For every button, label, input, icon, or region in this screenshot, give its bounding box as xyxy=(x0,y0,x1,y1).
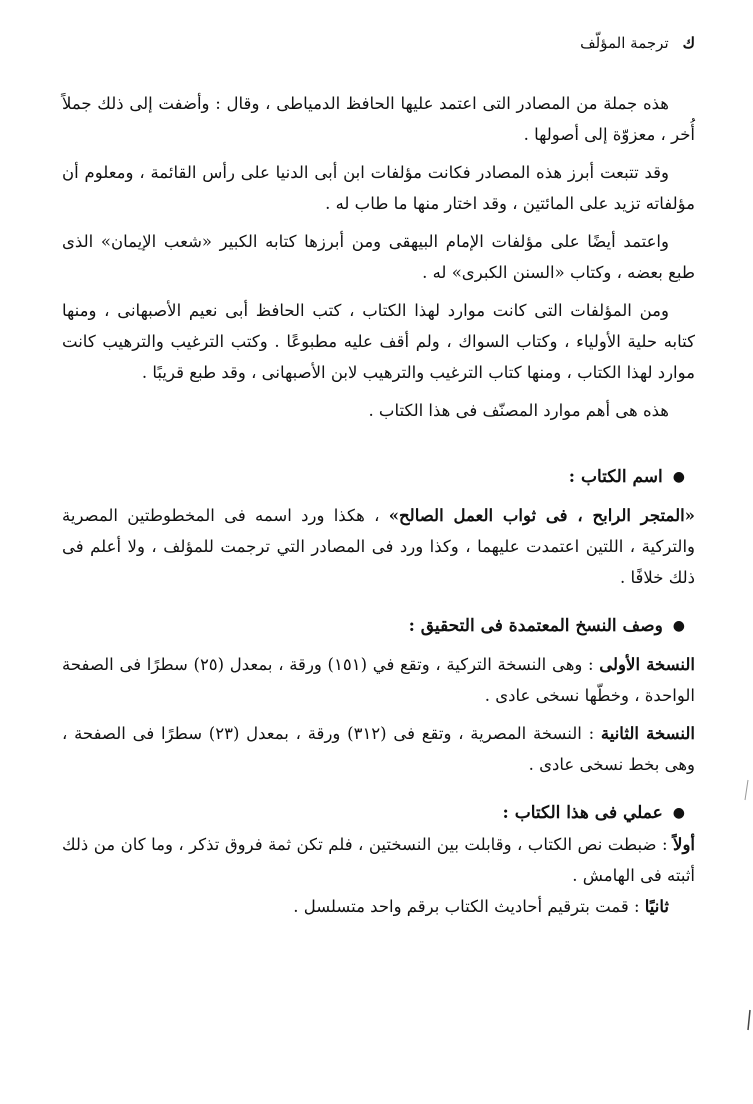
manuscript-text: : النسخة المصرية ، وتقع فى (٣١٢) ورقة ، بمعدل (٢٣) سطرًا فى الصفحة ، وهى بخط نسخى عادى . xyxy=(62,724,695,774)
section-heading-my-work xyxy=(62,798,695,829)
page-body xyxy=(62,88,695,922)
paragraph-first-manuscript xyxy=(62,649,695,711)
manuscript-label: النسخة الأولى xyxy=(599,655,696,674)
work-text: : قمت بترقيم أحاديث الكتاب برقم واحد متسلسل . xyxy=(293,897,645,916)
section-title: عملي فى هذا الكتاب : xyxy=(502,803,663,823)
paragraph-bayhaqi: واعتمد أيضًا على مؤلفات الإمام البيهقى ومن أبرزها كتابه الكبير «شعب الإيمان» الذى طبع بعضه ، وكتاب «السنن الكبرى» له . xyxy=(62,232,695,282)
section-heading-manuscripts xyxy=(62,611,695,642)
paragraph-second-manuscript xyxy=(62,718,695,780)
work-text: : ضبطت نص الكتاب ، وقابلت بين النسختين ، فلم تكن ثمة فروق تذكر ، وما كان من ذلك أثبته فى الهامش . xyxy=(62,835,695,885)
section-heading-book-name xyxy=(62,462,695,493)
section-title: اسم الكتاب : xyxy=(568,467,663,487)
section-title: وصف النسخ المعتمدة فى التحقيق : xyxy=(408,616,663,636)
manuscript-label: النسخة الثانية xyxy=(600,724,695,743)
work-label: ثانيًا xyxy=(644,897,669,916)
manuscript-text: : وهى النسخة التركية ، وتقع في (١٥١) ورقة ، بمعدل (٢٥) سطرًا فى الصفحة الواحدة ، وخطّها نسخى عادى . xyxy=(62,655,695,705)
book-name-text: ، هكذا ورد اسمه فى المخطوطتين المصرية والتركية ، اللتين اعتمدت عليهما ، وكذا ورد فى المصادر التي ترجمت للمؤلف ، ولا أعلم فى ذلك خلافًا . xyxy=(62,506,695,587)
paragraph-sources-intro: هذه جملة من المصادر التى اعتمد عليها الحافظ الدمياطى ، وقال : وأضفت إلى ذلك جملاً أُخر ، معزوّة إلى أصولها . xyxy=(62,94,695,144)
bullet-icon: ● xyxy=(672,469,685,485)
bullet-icon: ● xyxy=(672,805,685,821)
book-title: «المتجر الرابح ، فى ثواب العمل الصالح» xyxy=(388,506,695,525)
paragraph-ibn-abi-dunya: وقد تتبعت أبرز هذه المصادر فكانت مؤلفات ابن أبى الدنيا على رأس القائمة ، ومعلوم أن مؤلفاته تزيد على المائتين ، وقد اختار منها ما طاب له . xyxy=(62,163,695,213)
paragraph-book-name xyxy=(62,500,695,593)
running-title: ترجمة المؤلّف xyxy=(580,34,669,52)
paragraph-work-second xyxy=(62,891,695,922)
running-header xyxy=(60,34,695,52)
page-number: ك xyxy=(682,34,695,52)
bullet-icon: ● xyxy=(672,618,685,634)
paragraph-sources-summary: هذه هى أهم موارد المصنّف فى هذا الكتاب . xyxy=(368,401,669,420)
paragraph-work-first xyxy=(62,829,695,891)
paragraph-abu-nuaym: ومن المؤلفات التى كانت موارد لهذا الكتاب ، كتب الحافظ أبى نعيم الأصبهانى ، ومنها كتابه حلية الأولياء ، وكتاب السواك ، ولم أقف عليه مطبوعًا . وكتب الترغيب والترهيب كانت موارد لهذا الكتاب ، ومنها كتاب الترغيب والترهيب لابن الأصبهانى ، وقد طبع قريبًا . xyxy=(62,301,695,382)
work-label: أولاً xyxy=(673,835,695,854)
